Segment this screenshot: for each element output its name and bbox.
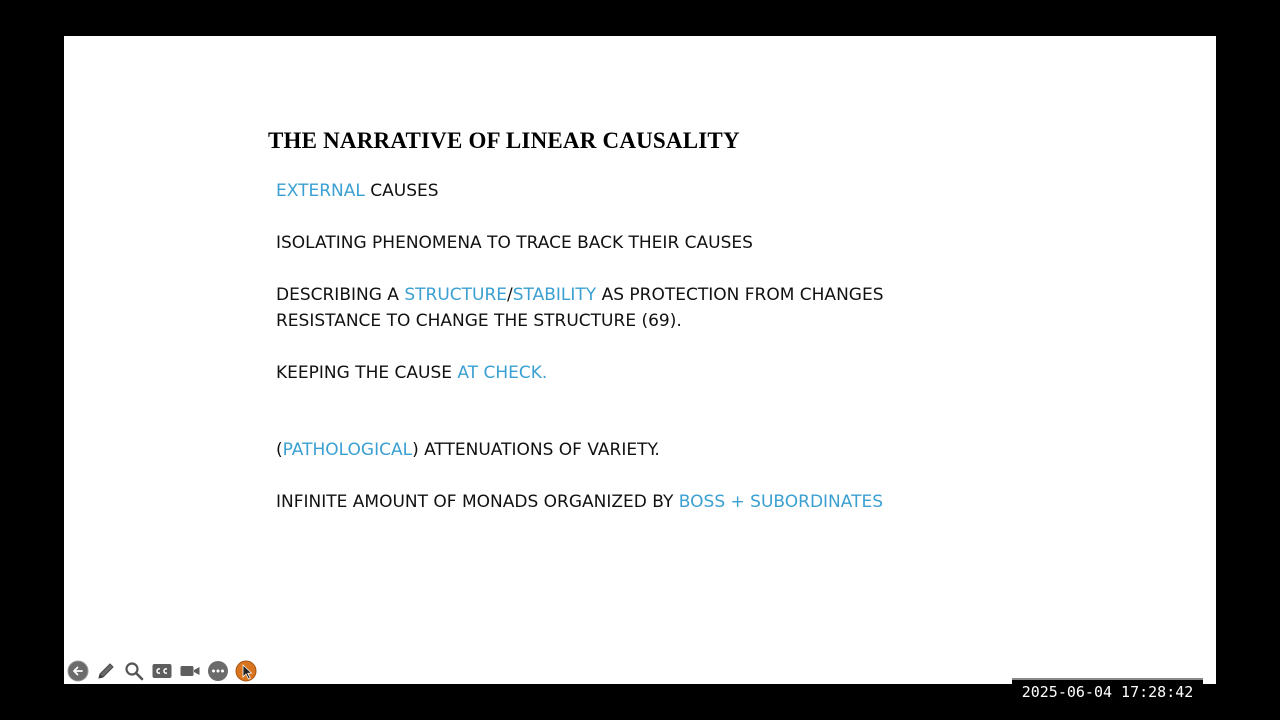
zoom-icon [123, 660, 145, 682]
previous-slide-button[interactable] [66, 659, 90, 683]
line-segment: AS PROTECTION FROM CHANGES [596, 285, 884, 305]
slide-line-5 [276, 360, 547, 386]
pointer-icon [235, 660, 257, 682]
slide-line-7 [276, 489, 883, 515]
line-segment: KEEPING THE CAUSE [276, 363, 458, 383]
slide-line-6 [276, 437, 660, 463]
previous-slide-icon [67, 660, 89, 682]
pen-button[interactable] [94, 659, 118, 683]
slide-line-4 [276, 308, 682, 334]
line-segment: ) ATTENUATIONS OF VARIETY. [412, 440, 660, 460]
zoom-button[interactable] [122, 659, 146, 683]
line-segment: STABILITY [512, 285, 597, 305]
line-segment: EXTERNAL [276, 181, 365, 201]
slide-line-3 [276, 282, 884, 308]
line-segment: ISOLATING PHENOMENA TO TRACE BACK THEIR CAUSES [276, 233, 753, 253]
line-segment: BOSS + SUBORDINATES [678, 492, 883, 512]
more-options-icon [207, 660, 229, 682]
closed-captions-icon [151, 660, 173, 682]
slide-title: THE NARRATIVE OF LINEAR CAUSALITY [268, 128, 740, 153]
closed-captions-button[interactable] [150, 659, 174, 683]
pointer-button[interactable] [234, 659, 258, 683]
slide [64, 36, 1216, 684]
camera-button[interactable] [178, 659, 202, 683]
slide-line-1 [276, 178, 439, 204]
slide-line-2 [276, 230, 753, 256]
line-segment: RESISTANCE TO CHANGE THE STRUCTURE (69). [276, 311, 682, 331]
line-segment: ( [276, 440, 283, 460]
line-segment: CAUSES [364, 181, 439, 201]
camera-icon [179, 660, 201, 682]
line-segment: PATHOLOGICAL [282, 440, 413, 460]
more-options-button[interactable] [206, 659, 230, 683]
pen-icon [95, 660, 117, 682]
presentation-toolbar [66, 659, 258, 683]
line-segment: STRUCTURE [404, 285, 508, 305]
line-segment: DESCRIBING A [276, 285, 405, 305]
line-segment: AT CHECK. [457, 363, 548, 383]
line-segment: INFINITE AMOUNT OF MONADS ORGANIZED BY [276, 492, 679, 512]
line-segment: / [507, 285, 513, 305]
recording-timestamp: 2025-06-04 17:28:42 [1012, 678, 1203, 704]
